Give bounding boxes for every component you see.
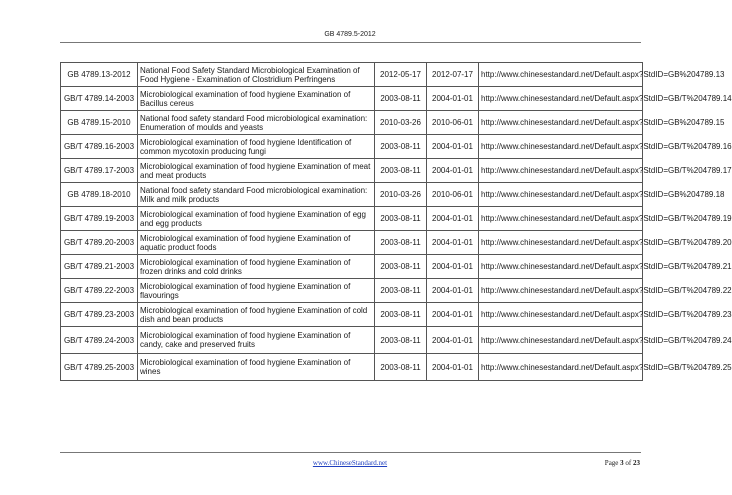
implement-date-cell: 2004-01-01 [427,87,479,111]
implement-date-cell: 2004-01-01 [427,207,479,231]
issue-date-cell: 2010-03-26 [375,111,427,135]
standard-code-cell: GB/T 4789.20-2003 [61,231,138,255]
issue-date-cell: 2003-08-11 [375,231,427,255]
table-row [61,231,643,255]
url-cell[interactable]: http://www.chinesestandard.net/Default.aspx?StdID=GB/T%204789.21 [479,255,643,279]
url-cell[interactable]: http://www.chinesestandard.net/Default.aspx?StdID=GB%204789.13 [479,63,643,87]
standard-code-cell: GB/T 4789.25-2003 [61,354,138,381]
standard-name-cell: Microbiological examination of food hygiene Examination of frozen drinks and cold drinks [138,255,375,279]
implement-date-cell: 2010-06-01 [427,183,479,207]
current-page: 3 [620,459,624,467]
footer-website-link[interactable]: www.ChineseStandard.net [312,459,388,467]
standard-code-cell: GB/T 4789.21-2003 [61,255,138,279]
standard-name-cell: Microbiological examination of food hygiene Examination of flavourings [138,279,375,303]
of-label: of [625,459,632,467]
table-row [61,63,643,87]
standard-code-cell: GB 4789.13-2012 [61,63,138,87]
page-number [605,459,640,467]
url-cell[interactable]: http://www.chinesestandard.net/Default.aspx?StdID=GB/T%204789.16 [479,135,643,159]
standard-name-cell: Microbiological examination of food hygiene Examination of candy, cake and preserved fruits [138,327,375,354]
standard-code-cell: GB/T 4789.14-2003 [61,87,138,111]
issue-date-cell: 2003-08-11 [375,255,427,279]
standard-code-cell: GB/T 4789.23-2003 [61,303,138,327]
table-row [61,159,643,183]
implement-date-cell: 2004-01-01 [427,135,479,159]
standards-table [60,62,732,381]
implement-date-cell: 2010-06-01 [427,111,479,135]
standard-name-cell: Microbiological examination of food hygiene Examination of cold dish and bean products [138,303,375,327]
url-cell[interactable]: http://www.chinesestandard.net/Default.aspx?StdID=GB/T%204789.23 [479,303,643,327]
standard-name-cell: Microbiological examination of food hygiene Examination of wines [138,354,375,381]
implement-date-cell: 2004-01-01 [427,159,479,183]
url-cell[interactable]: http://www.chinesestandard.net/Default.aspx?StdID=GB%204789.15 [479,111,643,135]
footer-divider [60,452,641,453]
implement-date-cell: 2004-01-01 [427,354,479,381]
page-label: Page [604,459,619,467]
standard-name-cell: Microbiological examination of food hygiene Identification of common mycotoxin producing fungi [138,135,375,159]
table-row [61,255,643,279]
header-divider [60,42,641,43]
table-row [61,354,643,381]
standard-code-cell: GB/T 4789.22-2003 [61,279,138,303]
url-cell[interactable]: http://www.chinesestandard.net/Default.aspx?StdID=GB/T%204789.19 [479,207,643,231]
issue-date-cell: 2003-08-11 [375,159,427,183]
standard-code-cell: GB/T 4789.19-2003 [61,207,138,231]
total-pages: 23 [633,459,640,467]
url-cell[interactable]: http://www.chinesestandard.net/Default.aspx?StdID=GB/T%204789.22 [479,279,643,303]
url-cell[interactable]: http://www.chinesestandard.net/Default.aspx?StdID=GB%204789.18 [479,183,643,207]
table-row [61,87,643,111]
standard-name-cell: Microbiological examination of food hygiene Examination of Bacillus cereus [138,87,375,111]
issue-date-cell: 2003-08-11 [375,303,427,327]
table-row [61,279,643,303]
issue-date-cell: 2003-08-11 [375,87,427,111]
url-cell[interactable]: http://www.chinesestandard.net/Default.aspx?StdID=GB/T%204789.20 [479,231,643,255]
standard-name-cell: Microbiological examination of food hygiene Examination of aquatic product foods [138,231,375,255]
implement-date-cell: 2004-01-01 [427,303,479,327]
url-cell[interactable]: http://www.chinesestandard.net/Default.aspx?StdID=GB/T%204789.14 [479,87,643,111]
standard-code-cell: GB/T 4789.17-2003 [61,159,138,183]
standard-name-cell: National food safety standard Food microbiological examination: Milk and milk products [138,183,375,207]
issue-date-cell: 2003-08-11 [375,327,427,354]
url-cell[interactable]: http://www.chinesestandard.net/Default.aspx?StdID=GB/T%204789.17 [479,159,643,183]
issue-date-cell: 2012-05-17 [375,63,427,87]
issue-date-cell: 2010-03-26 [375,183,427,207]
issue-date-cell: 2003-08-11 [375,135,427,159]
table-row [61,303,643,327]
implement-date-cell: 2004-01-01 [427,279,479,303]
implement-date-cell: 2012-07-17 [427,63,479,87]
implement-date-cell: 2004-01-01 [427,327,479,354]
url-cell[interactable]: http://www.chinesestandard.net/Default.aspx?StdID=GB/T%204789.25 [479,354,643,381]
issue-date-cell: 2003-08-11 [375,279,427,303]
table-row [61,183,643,207]
implement-date-cell: 2004-01-01 [427,255,479,279]
issue-date-cell: 2003-08-11 [375,354,427,381]
standard-code-cell: GB 4789.18-2010 [61,183,138,207]
table-row [61,111,643,135]
standard-code-cell: GB/T 4789.24-2003 [61,327,138,354]
table-row [61,207,643,231]
page-header-title: GB 4789.5-2012 [324,31,376,38]
standard-code-cell: GB/T 4789.16-2003 [61,135,138,159]
table-row [61,135,643,159]
standard-name-cell: National Food Safety Standard Microbiological Examination of Food Hygiene - Examination of Clostridium Perfringens [138,63,375,87]
standard-name-cell: National food safety standard Food microbiological examination: Enumeration of moulds and yeasts [138,111,375,135]
url-cell[interactable]: http://www.chinesestandard.net/Default.aspx?StdID=GB/T%204789.24 [479,327,643,354]
standard-name-cell: Microbiological examination of food hygiene Examination of egg and egg products [138,207,375,231]
issue-date-cell: 2003-08-11 [375,207,427,231]
standard-code-cell: GB 4789.15-2010 [61,111,138,135]
implement-date-cell: 2004-01-01 [427,231,479,255]
standard-name-cell: Microbiological examination of food hygiene Examination of meat and meat products [138,159,375,183]
table-row [61,327,643,354]
